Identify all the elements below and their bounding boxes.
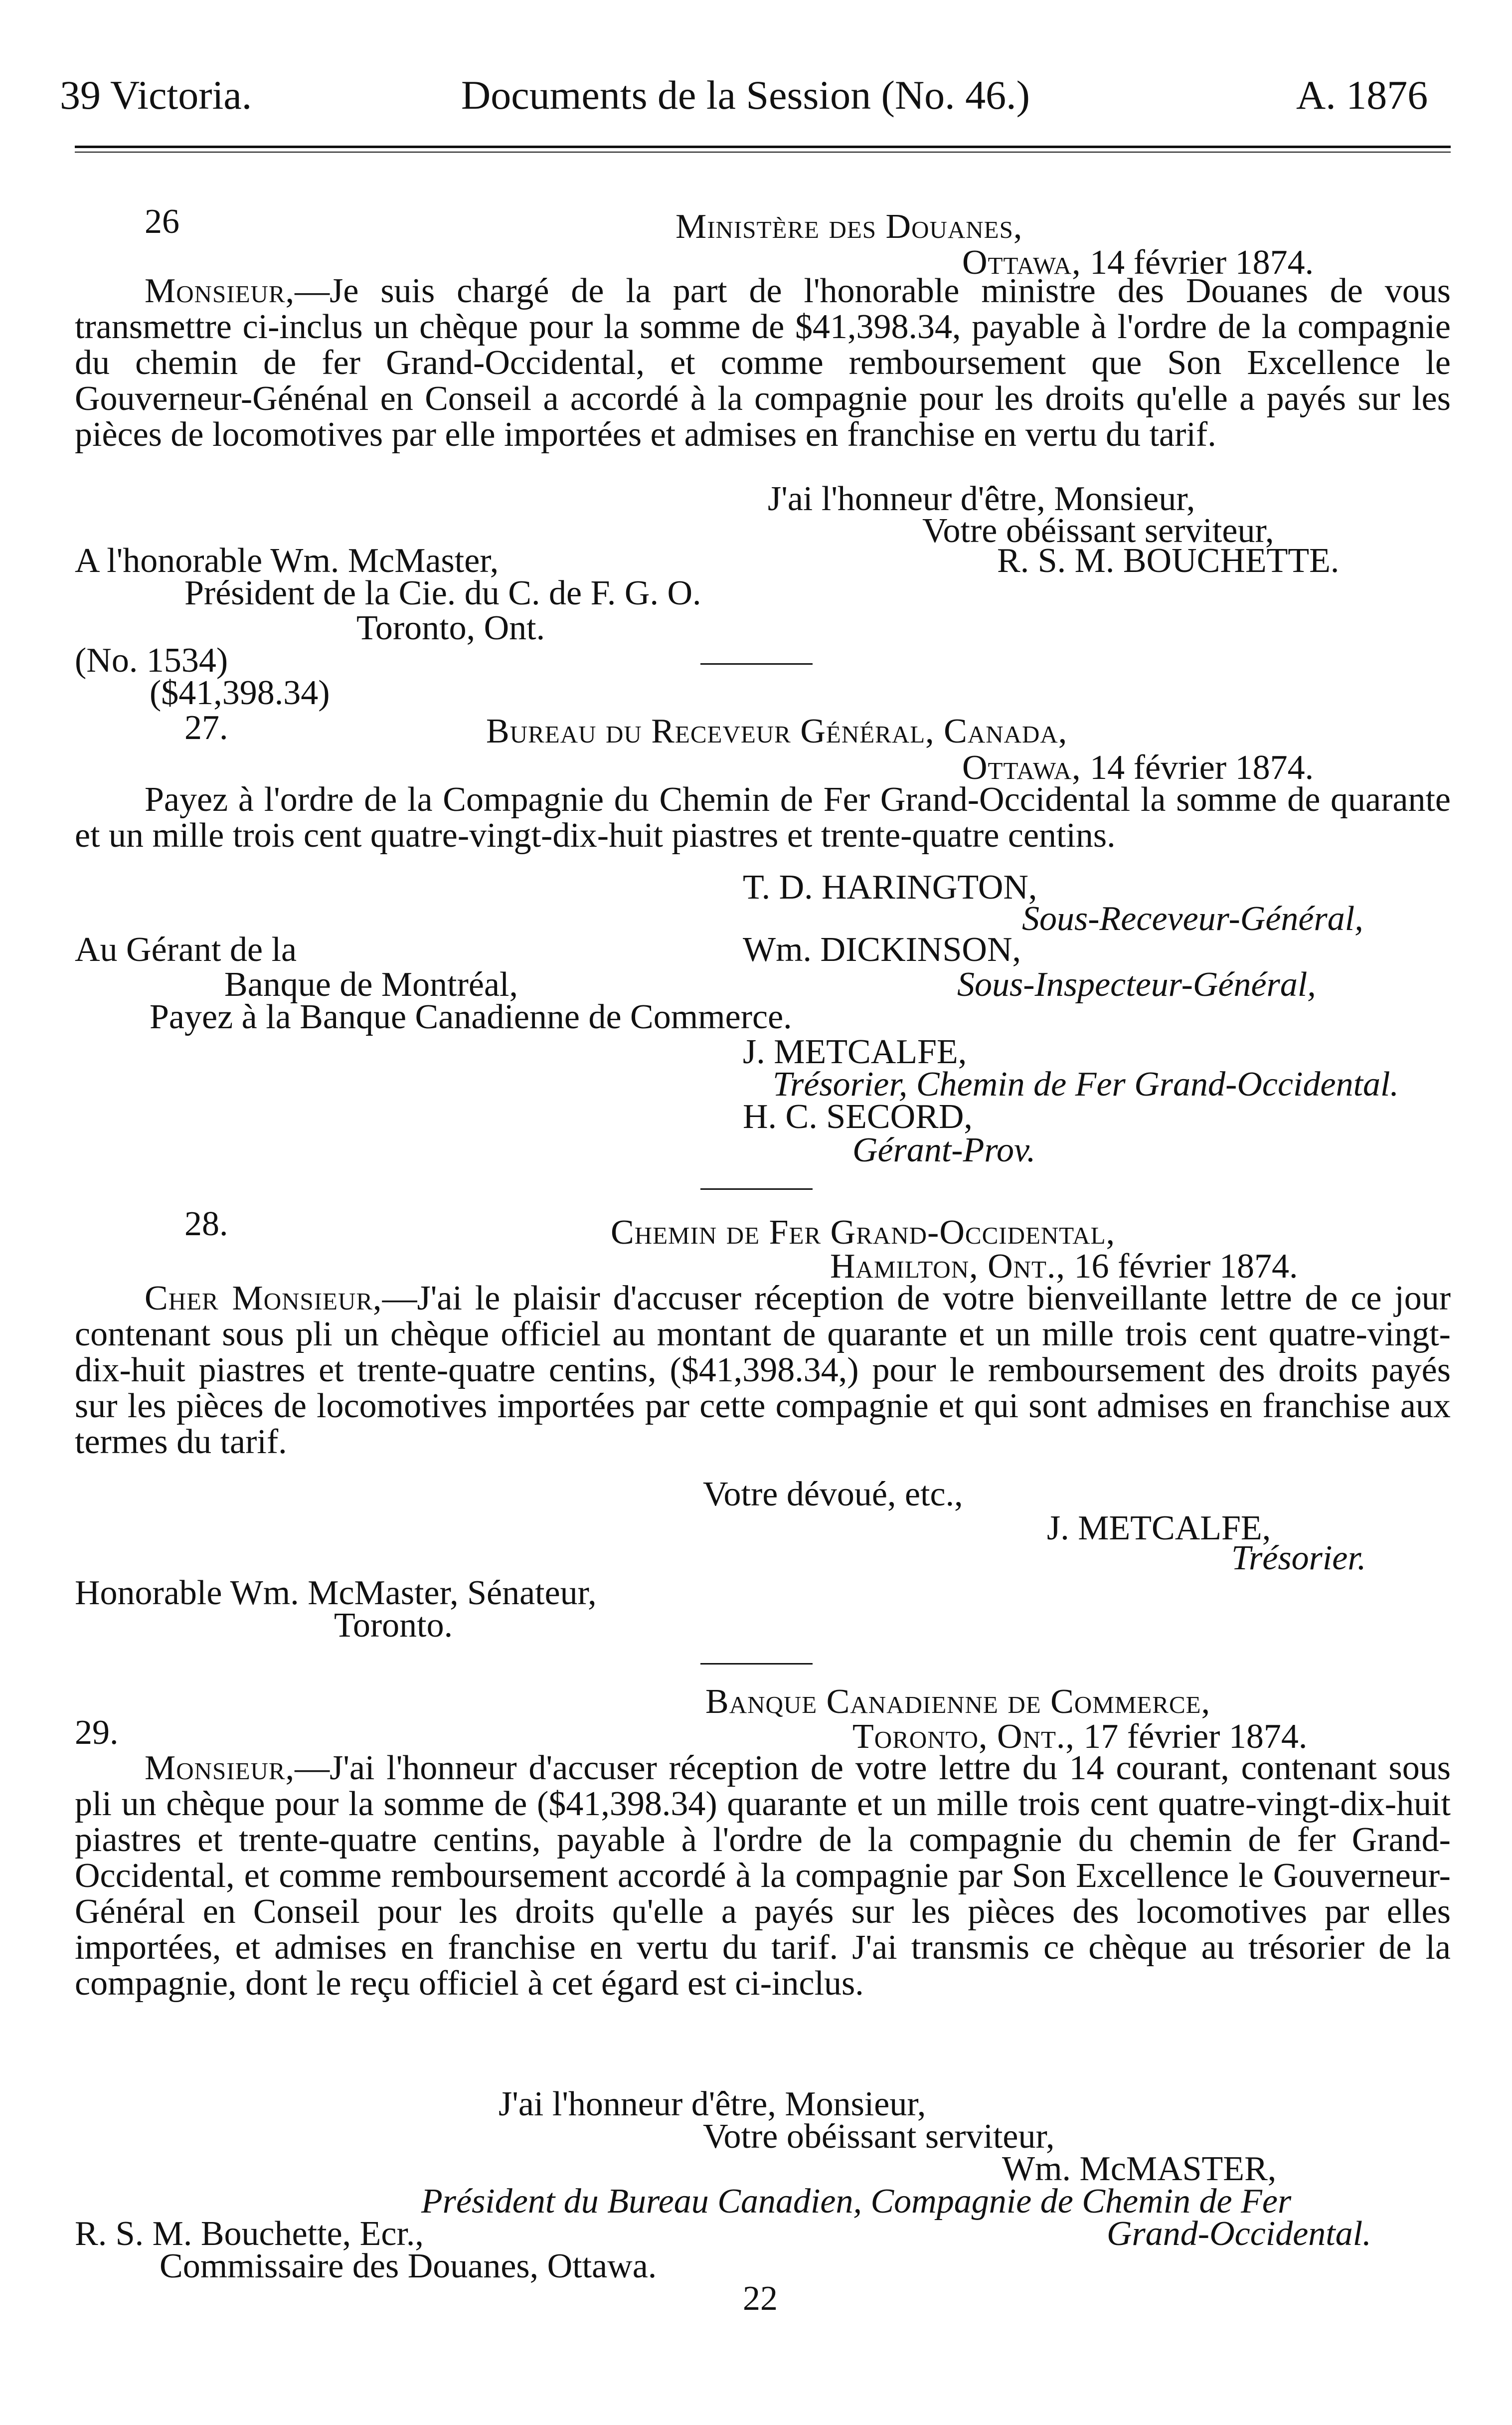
doc28-body — [75, 1281, 1451, 1460]
doc28-date: 16 février 1874. — [1074, 1247, 1298, 1286]
doc26-closing2: Votre obéissant serviteur, — [922, 512, 1274, 550]
doc27-sig4-title: Gérant-Prov. — [852, 1131, 1036, 1169]
doc27-addressee-line1: Au Gérant de la — [75, 931, 297, 969]
doc28-body-text: —J'ai le plaisir d'accuser réception de votre bienveillante lettre de ce jour contenant sous pli un chèque officiel au montant de quarante et un mille trois cent quatre-vingt-dix-huit piastres et trente-quatre centins, ($41,398.34,) pour le remboursement des droits payés sur les pièces de locomotives importées par cette compagnie et qui sont admises en franchise aux termes du tarif. — [75, 1279, 1451, 1461]
doc28-number: 28. — [184, 1205, 228, 1243]
doc27-place: Ottawa, — [962, 748, 1081, 787]
doc29-addressee-title: Commissaire des Douanes, Ottawa. — [160, 2247, 657, 2285]
doc29-closing2: Votre obéissant serviteur, — [703, 2117, 1055, 2156]
doc29-salutation: Monsieur, — [145, 1749, 295, 1787]
doc29-signature-title-cont: Grand-Occidental. — [1107, 2215, 1371, 2253]
doc29-signature-title: Président du Bureau Canadien, Compagnie de Chemin de Fer — [421, 2182, 1292, 2221]
doc29-closing1: J'ai l'honneur d'être, Monsieur, — [499, 2085, 926, 2123]
doc29-office: Banque Canadienne de Commerce, — [705, 1682, 1211, 1721]
doc26-signature: R. S. M. BOUCHETTE. — [997, 542, 1340, 580]
doc27-sig2-name: Wm. DICKINSON, — [743, 931, 1021, 969]
doc27-sig4-name: H. C. SECORD, — [743, 1098, 973, 1136]
separator — [700, 663, 813, 665]
page-number: 22 — [743, 2279, 778, 2318]
doc27-body-text: Payez à l'ordre de la Compagnie du Chemin de Fer Grand-Occidental la somme de quarante et un mille trois cent quatre-vingt-dix-huit piastres et trente-quatre centins. — [75, 780, 1451, 855]
doc26-body-text: —Je suis chargé de la part de l'honorable ministre des Douanes de vous transmettre ci-inclus un chèque pour la somme de $41,398.34, payable à l'ordre de la compagnie du chemin de fer Grand-Occidental, et comme remboursement que Son Excellence le Gouverneur-Génénal en Conseil a accordé à la compagnie pour les droits qu'elle a payés sur les pièces de locomotives par elle importées et admises en franchise en vertu du tarif. — [75, 272, 1451, 454]
doc29-place: Toronto, Ont., — [852, 1717, 1075, 1756]
doc27-sig3-title: Trésorier, Chemin de Fer Grand-Occidental. — [773, 1065, 1399, 1104]
doc28-place: Hamilton, Ont., — [830, 1247, 1065, 1286]
doc26-body — [75, 273, 1451, 453]
doc27-date: 14 février 1874. — [1090, 748, 1314, 787]
doc28-signature-title: Trésorier. — [1231, 1539, 1366, 1577]
doc26-number: 26 — [145, 202, 179, 241]
doc26-addressee-title: Président de la Cie. du C. de F. G. O. — [184, 574, 701, 612]
header-right: A. 1876 — [1296, 72, 1428, 118]
header-left: 39 Victoria. — [60, 72, 252, 118]
doc26-addressee-name: A l'honorable Wm. McMaster, — [75, 542, 499, 580]
doc28-addressee-name: Honorable Wm. McMaster, Sénateur, — [75, 1574, 597, 1612]
header-center: Documents de la Session (No. 46.) — [461, 72, 1030, 118]
doc29-body-text: —J'ai l'honneur d'accuser réception de votre lettre du 14 courant, contenant sous pli un chèque pour la somme de ($41,398.34) quarante et un mille trois cent quatre-vingt-dix-huit piastres et trente-quatre centins, payable à l'ordre de la compagnie du chemin de fer Grand-Occidental, et comme remboursement accordé à la compagnie par Son Excellence le Gouverneur-Général en Conseil pour les droits qu'elle a payés sur les pièces des locomotives par elles importées, et admises en franchise en vertu du tarif. J'ai transmis ce chèque au trésorier de la compagnie, dont le reçu officiel à cet égard est ci-inclus. — [75, 1749, 1451, 2003]
doc27-office: Bureau du Receveur Général, Canada, — [486, 712, 1068, 750]
doc27-sig1-title: Sous-Receveur-Général, — [1022, 900, 1363, 938]
doc29-number: 29. — [75, 1713, 119, 1752]
doc28-salutation: Cher Monsieur, — [145, 1279, 382, 1317]
doc27-addressee-line2: Banque de Montréal, — [224, 965, 518, 1004]
doc26-office: Ministère des Douanes, — [675, 207, 1023, 246]
doc29-date: 17 février 1874. — [1083, 1717, 1308, 1756]
doc26-place: Ottawa, — [962, 243, 1081, 282]
doc26-addressee-city: Toronto, Ont. — [356, 609, 545, 647]
doc27-body — [75, 782, 1451, 854]
doc29-signature: Wm. McMASTER, — [1002, 2150, 1277, 2188]
enclosure-amount: ($41,398.34) — [150, 674, 330, 712]
doc27-sig3-name: J. METCALFE, — [743, 1033, 967, 1071]
header-rule-bottom — [75, 152, 1451, 153]
doc29-addressee-name: R. S. M. Bouchette, Ecr., — [75, 2215, 424, 2253]
header-rule-top — [75, 146, 1451, 148]
doc28-signature: J. METCALFE, — [1047, 1509, 1271, 1547]
doc26-closing1: J'ai l'honneur d'être, Monsieur, — [768, 480, 1195, 518]
separator — [700, 1188, 813, 1190]
doc26-salutation: Monsieur, — [145, 272, 295, 310]
doc27-sig1-name: T. D. HARINGTON, — [743, 868, 1037, 907]
doc28-closing: Votre dévoué, etc., — [703, 1475, 963, 1513]
doc29-body — [75, 1750, 1451, 2002]
doc28-office: Chemin de Fer Grand-Occidental, — [611, 1213, 1116, 1252]
doc28-addressee-city: Toronto. — [334, 1606, 453, 1645]
separator — [700, 1663, 813, 1665]
doc27-number: 27. — [184, 709, 228, 747]
doc26-date: 14 février 1874. — [1090, 243, 1314, 282]
doc27-sig2-title: Sous-Inspecteur-Général, — [957, 965, 1316, 1004]
doc27-pay-line: Payez à la Banque Canadienne de Commerce. — [150, 998, 792, 1036]
enclosure-number: (No. 1534) — [75, 641, 228, 680]
